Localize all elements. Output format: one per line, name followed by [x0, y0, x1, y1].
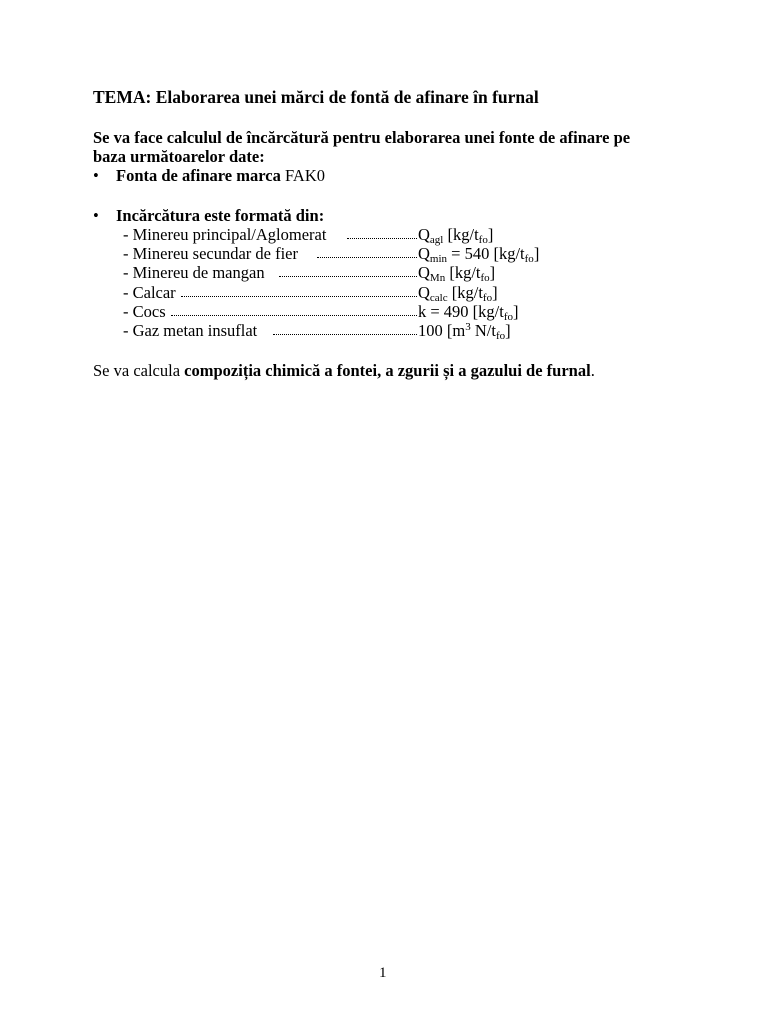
conclusion-text: Se va calcula	[93, 361, 185, 380]
bullet-fonta	[93, 166, 325, 185]
charge-item-calcar	[123, 283, 583, 302]
charge-item-minereu-secundar	[123, 244, 583, 263]
charge-item-label: - Minereu de mangan	[123, 263, 265, 282]
conclusion-period: .	[590, 361, 595, 380]
dotted-leader	[317, 257, 417, 258]
conclusion-emphasis: compoziția chimică a fontei, a zgurii și a gazului de furnal	[184, 361, 591, 380]
dotted-leader	[171, 315, 417, 316]
charge-item-gaz-metan	[123, 321, 583, 340]
document-title: TEMA: Elaborarea unei mărci de fontă de afinare în furnal	[93, 87, 539, 107]
intro-line-1: Se va face calculul de încărcătură pentru elaborarea unei fonte de afinare pe	[93, 128, 631, 147]
conclusion-paragraph	[93, 361, 595, 380]
charge-item-value: $Q_{Mn}$ $[kg/t_{fo}]$	[418, 263, 496, 284]
charge-item-value: k = 490 $[kg/t_{fo}]$	[418, 302, 519, 323]
charge-item-value: $Q_{min} = 540$ $[kg/t_{fo}]$	[418, 244, 540, 265]
charge-item-aglomerat	[123, 225, 583, 244]
charge-item-label: - Gaz metan insuflat	[123, 321, 258, 340]
bullet-symbol: •	[93, 166, 99, 185]
bullet-incarcatura-label: Incărcătura este formată din:	[116, 206, 325, 225]
bullet-fonta-label: Fonta de afinare marca	[116, 166, 281, 185]
charge-item-label: - Cocs	[123, 302, 166, 321]
intro-paragraph	[93, 128, 653, 166]
charge-item-label: - Calcar	[123, 283, 176, 302]
charge-item-minereu-mangan	[123, 263, 583, 282]
charge-item-label: - Minereu secundar de fier	[123, 244, 298, 263]
dotted-leader	[279, 276, 417, 277]
charge-item-value: $Q_{calc}$ $[kg/t_{fo}]$	[418, 283, 498, 304]
bullet-fonta-value: FAK0	[284, 166, 325, 185]
charge-item-label: - Minereu principal/Aglomerat	[123, 225, 327, 244]
charge-item-value: 100 [$m^3$ $N/t_{fo}$]	[418, 321, 511, 342]
intro-line-2: baza următoarelor date:	[93, 147, 265, 166]
charge-item-value: $Q_{agl}$ $[kg/t_{fo}]$	[418, 225, 494, 246]
dotted-leader	[347, 238, 417, 239]
bullet-symbol: •	[93, 206, 99, 225]
dotted-leader	[181, 296, 417, 297]
page-number: 1	[379, 965, 387, 981]
charge-item-cocs	[123, 302, 583, 321]
bullet-incarcatura	[93, 206, 324, 225]
dotted-leader	[273, 334, 417, 335]
